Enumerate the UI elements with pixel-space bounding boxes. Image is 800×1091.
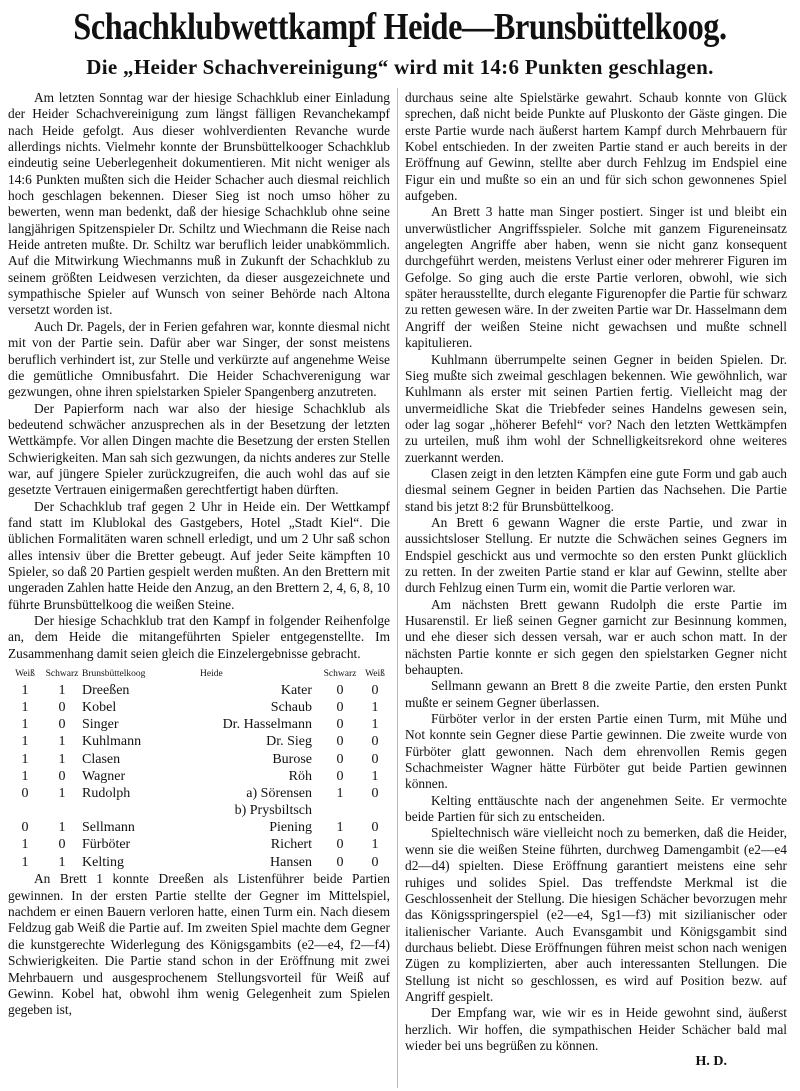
table-cell: 0 [58,837,66,853]
table-cell: 1 [21,768,29,784]
table-cell: Rudolph [82,785,131,801]
paragraph: An Brett 3 hatte man Singer postiert. Singer ist und bleibt ein unverwüstlicher Angriffsspieler. Solche mit ganzem Figureneinsatz angelegten Angriffe aber haben, wenn sie nicht ganz konsequent durchgeführt werden, meistens Verlust einer oder mehrerer Figuren im Gefolge. So ging auch die erste Partie verloren, obwohl, wie sich später herausstellte, durch elegante Figurenopfer die Partie für schwarz zu retten gewesen wäre. In der zweiten Partie war Dr. Hasselmann dem Angriff der weißen Steine nicht gewachsen und mußte schnell kapitulieren. [405,204,787,351]
table-cell: a) Sörensen [246,785,312,801]
paragraph: Der Schachklub traf gegen 2 Uhr in Heide ein. Der Wettkampf fand statt im Klublokal des Gastgebers, Hotel „Stadt Kiel“. Die üblichen Formalitäten waren schnell erledigt, und um 2 Uhr saß schon alles intensiv über die Bretter gebeugt. Auf jeder Seite kämpften 10 Spieler, so daß 20 Partien gespielt werden mußten. An den Brettern mit ungeraden Zahlen hatte Heide den Anzug, an den Brettern 2, 4, 6, 8, 10 führte Brunsbüttelkoog die weißen Steine. [8,498,390,612]
table-cell: Dr. Sieg [266,734,312,750]
results-table [8,666,390,871]
table-cell: b) Prysbiltsch [234,803,312,819]
table-cell [320,803,360,820]
right-column [405,90,787,1071]
table-cell: 0 [58,699,66,715]
table-cell: 1 [58,682,66,698]
table-cell: 1 [21,699,29,715]
table-cell: Hansen [270,854,312,870]
table-cell: 0 [371,751,379,767]
table-cell: 1 [371,699,379,715]
table-cell: 1 [58,820,66,836]
paragraph: durchaus seine alte Spielstärke gewahrt. Schaub konnte von Glück sprechen, daß nicht beide Punkte auf Pluskonto der Gäste gingen. Die erste Partie wurde nach äußerst hartem Kampf durch Mehrbauern für Kobel entschieden. In der zweiten Partie stand er auch bereits in der Eröffnung auf Gewinn, stellte aber durch Fehlzug im Endspiel eine Figur ein und mußte so ein an und für sich schon gewonnenes Spiel aufgeben. [405,90,787,204]
paragraph: Am nächsten Brett gewann Rudolph die erste Partie im Husarenstil. Er ließ seinen Gegner garnicht zur Besinnung kommen, und ehe dieser sich dessen versah, war er auch schon matt. In der nächsten Partie konnte er sich gegen den spielstarken Gegner nicht behaupten. [405,596,787,678]
table-cell: 0 [58,768,66,784]
paragraph: Am letzten Sonntag war der hiesige Schachklub einer Einladung der Heider Schachvereinigung zum längst fälligen Revanchekampf nach Heide gefolgt. Aus dieser wohlverdienten Revanche wurde allerdings nichts. Vielmehr konnte der Brunsbüttelkooger Schachklub eindeutig seine Ueberlegenheit dokumentieren. Mit nicht weniger als 14:6 Punkten mußten sich die Heider Schacher auch diesmal reichlich hoch geschlagen bekennen. Dieser Sieg ist noch umso höher zu bewerten, wenn man bedenkt, daß der hiesige Schachklub ohne seine langjährigen Spitzenspieler Dr. Schiltz und Wiechmann die Reise nach Heide antreten mußte. Dr. Schiltz war beruflich leider unabkömmlich. Auf die Mitwirkung Wiechmanns muß in Zukunft der Schachklub zu seinem größten Leidwesen verzichten, da dieser ausgezeichnete und sympathische Spieler auf Wunsch von seiner Behörde nach Altona versetzt worden ist. [8,90,390,318]
table-cell: Burose [272,751,312,767]
table-cell: Kobel [82,699,117,715]
paragraph: Clasen zeigt in den letzten Kämpfen eine gute Form und gab auch diesmal seinem Gegner in beiden Partien das Nachsehen. Die Partie stand bis jetzt 8:2 für Brunsbüttelkoog. [405,465,787,514]
table-header: Weiß [365,669,385,680]
table-cell: 1 [21,837,29,853]
author-signature: H. D. [695,1054,727,1070]
table-cell: Piening [269,820,312,836]
table-cell: 1 [371,768,379,784]
table-cell: 0 [336,768,344,784]
table-cell: 1 [371,717,379,733]
table-cell: 1 [58,854,66,870]
table-header: Weiß [15,669,35,680]
paragraph: Kuhlmann überrumpelte seinen Gegner in beiden Spielen. Dr. Sieg mußte sich zweimal geschlagen bekennen. Wie gewöhnlich, war Kuhlmann als erster mit seinen Partien fertig. Vielleicht mag der unvermeidliche Skat die Triebfeder seines Handelns gewesen sein, oder lag sogar „höherer Befehl“ vor? Nach den letzten Wettkämpfen zu urteilen, muß ihm wohl der Schnelligkeitsrekord ohne weiteres zuerkannt werden. [405,351,787,465]
table-cell: Richert [270,837,312,853]
table-cell: Singer [82,717,119,733]
paragraph: An Brett 6 gewann Wagner die erste Partie, und zwar in aussichtsloser Stellung. Er nutzte die Schwächen seines Gegners im Endspiel geschickt aus und vermochte so den ersten Punkt glücklich zu retten. In der zweiten Partie stand er klar auf Gewinn, stellte aber durch Fehlzug einen Turm ein, womit die Partie verloren war. [405,514,787,596]
paragraph: An Brett 1 konnte Dreeßen als Listenführer beide Partien gewinnen. In der ersten Partie stellte der Gegner im Mittelspiel, nachdem er einen Bauern verloren hatte, einen Turm ein. Nach diesem Feldzug gab Weiß die Partie auf. Im zweiten Spiel machte dem Gegner die kunstgerechte Widerlegung des Königsgambits (e2—e4, f2—f4) Schwierigkeiten. Die Partie stand schon in der Eröffnung mit zwei Mehrbauern und ausgesprochenem Stellungsvorteil für Weiß auf Gewinn. Kobel hat, obwohl ihm wenig Gelegenheit zum Spielen gegeben ist, [8,871,390,1018]
table-cell: Kelting [82,854,124,870]
table-cell: 1 [21,682,29,698]
table-row [8,717,390,734]
table-cell: 1 [336,820,344,836]
table-cell: 1 [21,734,29,750]
paragraph: Der Papierform nach war also der hiesige Schachklub als bedeutend schwächer anzusprechen als in der Besetzung der letzten Wettkämpfe. Vor allen Dingen machte die Besetzung der ersten Stellen Schwierigkeiten. Man sah sich gezwungen, da nichts anderes zur Stelle war, auf jüngere Spieler zurückzugreifen, die auch wohl das auf sie gesetzte Vertrauen einigermaßen gerechtfertigt haben dürften. [8,400,390,498]
table-cell: Clasen [82,751,121,767]
table-cell: 1 [336,785,344,801]
column-divider [397,88,398,1088]
paragraph: Kelting enttäuschte nach der angenehmen Seite. Er vermochte beide Partien für sich zu entscheiden. [405,792,787,825]
paragraph: Der hiesige Schachklub trat den Kampf in folgender Reihenfolge an, dem Heide die mitangeführten Spieler entgegenstellte. Im Zusammenhang damit seien gleich die Einzelergebnisse gebracht. [8,613,390,661]
table-cell: Schaub [270,699,312,715]
table-cell: Kuhlmann [82,734,142,750]
table-row [8,837,390,854]
table-cell: 1 [58,734,66,750]
table-row [8,768,390,785]
table-cell [8,803,42,820]
left-column [8,90,390,1019]
table-cell [360,803,390,820]
table-cell: 0 [371,854,379,870]
table-cell: 1 [21,717,29,733]
table-header: Schwarz [323,669,357,680]
table-cell: 0 [336,751,344,767]
table-cell: 0 [371,734,379,750]
table-cell: 0 [371,785,379,801]
table-cell: 0 [336,717,344,733]
table-cell: Fürböter [82,837,131,853]
table-cell: 0 [336,699,344,715]
table-header: Brunsbüttelkoog [82,669,146,680]
paragraph: Der Empfang war, wie wir es in Heide gewohnt sind, äußerst herzlich. Wir hoffen, die sympathischen Heider Schächer bald mal wieder bei uns begrüßen zu können. [405,1005,787,1053]
paragraph: Fürböter verlor in der ersten Partie einen Turm, mit Mühe und Not konnte sein Gegner diese Partie gewinnen. Die zweite wurde von Fürböter glatt gewonnen. Nach dem ehrenvollen Remis gegen Schachmeister Wagner hätte Fürböter gut beide Partien gewinnen können. [405,711,787,792]
table-cell: 0 [336,734,344,750]
table-row [8,803,390,820]
table-row [8,682,390,699]
table-cell [42,803,82,820]
table-row [8,854,390,871]
table-cell: Dreeßen [82,682,130,698]
paragraph: Spieltechnisch wäre vielleicht noch zu bemerken, daß die Heider, wenn sie die weißen Steine führten, durchweg Damengambit (e2—e4 d2—d4) spielten. Diese Eröffnung garantiert meistens eine sehr ruhiges und solides Spiel. Das treffendste Merkmal ist die Geschlossenheit der Stellung. Die hiesigen Schächer bevorzugen mehr das Königsspringerspiel (e2—e4, Sg1—f3) mit sizilianischer oder italienischer Variante. Auch Evansgambit und Königsgambit sind durchaus beliebt. Diese Eröffnungen führen meist schon nach wenigen Zügen zu komplizierten, aber auch interessanten Stellungen. Die Stellung ist nicht so geschlossen, es wird auf Position bezw. auf Angriff gespielt. [405,825,787,1004]
table-cell: Sellmann [82,820,135,836]
table-cell: 1 [58,785,66,801]
table-cell: 0 [336,854,344,870]
article-headline: Schachklubwettkampf Heide—Brunsbüttelkoog. [73,6,727,48]
table-cell: Kater [280,682,312,698]
paragraph: Auch Dr. Pagels, der in Ferien gefahren war, konnte diesmal nicht mit von der Partie sein. Dafür aber war Singer, der sonst meistens beruflich verhindert ist, zur Stelle und verkürzte auf angenehme Weise die gemütliche Omnibusfahrt. Die Heider Schachverenigung war gezwungen, ohne ihren spielstarken Spieler Spangenberg anzutreten. [8,318,390,400]
table-cell: Dr. Hasselmann [222,717,312,733]
table-row [8,820,390,837]
table-row [8,734,390,751]
table-cell: Wagner [82,768,126,784]
table-cell: 0 [336,682,344,698]
table-cell: 0 [371,682,379,698]
table-row [8,700,390,717]
paragraph: Sellmann gewann an Brett 8 die zweite Partie, den ersten Punkt mußte er seinem Gegner überlassen. [405,678,787,710]
table-row [8,786,390,803]
table-cell: Röh [288,768,312,784]
table-cell: 0 [21,820,29,836]
table-cell: 1 [21,751,29,767]
article-subheadline: Die „Heider Schachvereinigung“ wird mit 14:6 Punkten geschlagen. [86,55,714,79]
table-header: Heide [200,669,223,680]
table-cell: 1 [21,854,29,870]
table-header: Schwarz [45,669,79,680]
table-cell: 0 [336,837,344,853]
table-row [8,751,390,768]
table-cell: 0 [58,717,66,733]
table-cell: 0 [371,820,379,836]
table-cell: 1 [371,837,379,853]
table-cell: 0 [21,785,29,801]
table-cell: 1 [58,751,66,767]
table-cell [82,803,200,820]
